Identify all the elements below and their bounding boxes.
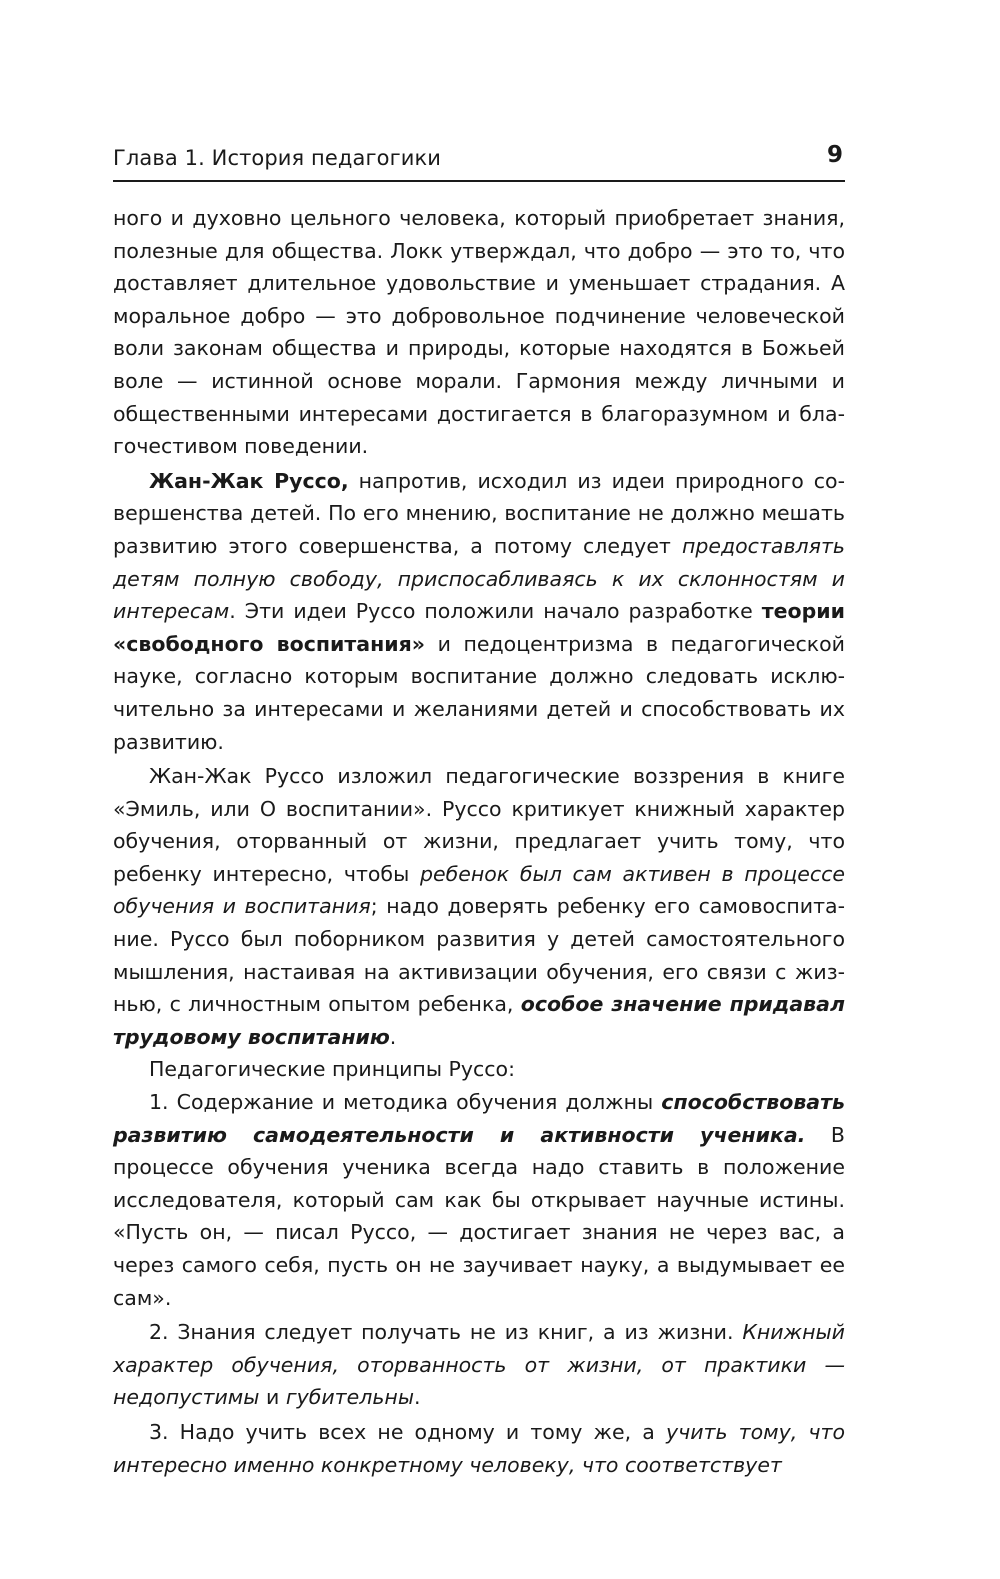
- text-run: и педоцентризма в педагогической науке, согласно которым воспитание должно следовать исключительно за интересами и желаниями детей и способствовать их развитию.: [113, 631, 846, 754]
- paragraph-5: [113, 1316, 845, 1414]
- text-run: Жан-Жак Руссо изложил педагогические воззрения в книге «Эмиль, или О воспитании». Руссо критикует книжный характер обучения, оторванный от жизни, предлагает учить тому, что ребенку интересно, чтобы: [113, 764, 845, 886]
- text-run: .: [414, 1385, 421, 1410]
- running-header: [113, 140, 845, 182]
- text-run: 3. Надо учить всех не одному и тому же, а: [149, 1419, 666, 1444]
- text-run: ребенок был сам активен в процессе обучения и воспитания: [113, 861, 845, 919]
- text-run: .: [389, 1024, 397, 1049]
- text-run: губительны: [285, 1385, 415, 1410]
- text-run: Педагогические принципы Руссо:: [149, 1057, 516, 1082]
- text-run: Жан-Жак Руссо,: [149, 468, 349, 493]
- page-number: 9: [826, 142, 843, 168]
- text-run: учить тому, что интересно именно конкретному человеку, что соответствует: [113, 1419, 845, 1477]
- paragraph-0: [113, 202, 845, 463]
- text-run: ; надо доверять ребенку его самовоспитание. Руссо был поборником развития у детей самостоятельного мышления, настаивая на активизации обучения, его связи с жизнью, с личностным опытом ребенка,: [113, 894, 845, 1017]
- text-run: В процессе обучения ученика всегда надо ставить в положение исследователя, который сам как бы открывает научные истины. «Пусть он, — писал Руссо, — достигает знания не через вас, а через самого себя, пусть он не заучивает науку, а выдумывает ее сам».: [113, 1122, 845, 1310]
- text-run: напротив, исходил из идеи природного совершенства детей. По его мнению, воспитание не должно мешать развитию этого совершенства, а потому следует: [113, 468, 845, 558]
- text-run: особое значение придавал трудовому воспитанию: [113, 992, 845, 1049]
- text-run: . Эти идеи Руссо положили начало разработке: [229, 599, 762, 624]
- text-run: способствовать развитию самодеятельности и активности ученика.: [113, 1090, 845, 1147]
- text-run: 1. Содержание и методика обучения должны: [149, 1090, 662, 1115]
- body-text: [113, 202, 845, 1481]
- paragraph-6: [113, 1416, 845, 1481]
- text-run: предоставлять детям полную свободу, приспосабливаясь к их склонностям и интересам: [113, 533, 845, 624]
- paragraph-3: [113, 1053, 845, 1086]
- paragraph-1: [113, 465, 845, 758]
- text-run: и: [259, 1385, 286, 1410]
- chapter-title: Глава 1. История педагогики: [113, 146, 441, 170]
- text-run: 2. Знания следует получать не из книг, а из жизни.: [149, 1320, 743, 1345]
- text-run: теории «свободного воспитания»: [113, 599, 845, 656]
- paragraph-4: [113, 1086, 845, 1314]
- text-run: ного и духовно цельного человека, который приобретает знания, полезные для общества. Локк утверждал, что добро — это то, что доставляет длительное удовольствие и уменьшает страдания. А моральное добро — это добровольное подчинение человеческой воли законам общества и природы, которые находятся в Божьей воле — истинной основе морали. Гармония между личными и общественными интересами достигается в благоразумном и благочестивом поведении.: [113, 206, 845, 459]
- text-run: Книжный характер обучения, оторванность от жизни, от практики — недопустимы: [113, 1320, 845, 1410]
- paragraph-2: [113, 760, 845, 1053]
